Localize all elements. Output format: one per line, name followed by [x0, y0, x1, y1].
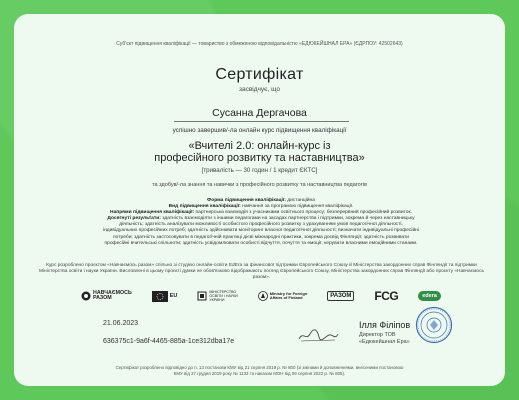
certificate-title: Сертифікат	[215, 66, 304, 83]
recipient-name: Сусанна Дергачова	[212, 107, 307, 119]
logo-l4-line1: Ministry for Foreign	[269, 290, 308, 296]
logo-l1-line2: РАЗОМ	[93, 295, 112, 301]
course-title	[14, 140, 505, 164]
signer-role-line1: Директор ТОВ	[359, 332, 396, 338]
razom-logo	[327, 291, 354, 301]
official-stamp	[415, 306, 453, 344]
acquired-skills: та здобув/-ла знання та навички з професійного розвитку та наставництва педагогів	[152, 182, 367, 188]
fcg-label: FCG	[374, 289, 399, 303]
form-value: дистанційна	[287, 198, 315, 203]
signer-name: Ілля Філіпов	[359, 320, 411, 330]
directions-value: партнерська взаємодія з учасниками освітнього процесу; безперервний професійний розвиток.	[195, 210, 412, 216]
results-row	[102, 216, 420, 246]
eu-label: EU	[169, 293, 178, 299]
navchaemos-razom-icon	[81, 291, 91, 301]
certificate-code: 636375c1-9a6f-4465-885a-1ce312dba17e	[103, 338, 235, 345]
signature-image	[297, 325, 339, 345]
results-value: здатність взаємодіяти з іншими педагогами на засадах партнерства і підтримки, зокрема й через наставницьку діяльність; здатність аналізувати можливості особистого професійного розвитку з урахуванням умов педагогічної діяльності, індивідуальних професійних потреб; здатність здійснювати моніторинг власної педагогічної діяльності; визначати індивідуальні професійні потреби; здатність застосовувати в педагогічній практиці дієві міжнародні практики, зокрема досвід Фінляндії; здатність розвивати професійні вчительські спільноти; здатність усвідомлювати особисті відчуття, почуття та емоції, керувати власними емоційними станами.	[103, 216, 419, 246]
footer-line1: Сертифікат розроблено відповідно до п. 13 постанови КМУ від 21 серпня 2019 р. № 800 (зі змінами й доповненнями, внесеними постановою	[115, 365, 404, 370]
razom-label: РАЗОМ	[330, 293, 352, 299]
eu-flag-icon	[152, 291, 168, 302]
form-label: Форма підвищення кваліфікації:	[207, 198, 286, 203]
type-value: навчання за програмою підвищення кваліфікації.	[242, 204, 354, 210]
mon-icon	[197, 291, 207, 301]
footer-line2: КМУ від 27 грудня 2019 року № 1133 та наказом МОН від 09 серпня 2022 р. № 805).	[173, 370, 346, 376]
edera-label: edera	[422, 293, 437, 299]
finland-lion-icon	[258, 291, 268, 301]
legal-footer	[54, 365, 465, 376]
certificate-details	[102, 198, 420, 247]
logo-l4-line2: Affairs of Finland	[269, 295, 303, 300]
name-underline	[174, 121, 349, 122]
signer-role-line2: «Едюкейшнал Ера»	[359, 338, 410, 345]
course-duration: [тривалість — 30 годин / 1 кредит ЄКТС]	[201, 167, 318, 174]
signer-role	[359, 332, 410, 345]
eu-logo	[152, 291, 178, 302]
type-label: Вид підвищення кваліфікації:	[168, 204, 241, 210]
issuer-text: Суб'єкт підвищення кваліфікації — товариство з обмеженою відповідальністю «ЕДЮКЕЙШНАЛ ЕРА» (ЄДРПОУ: 42502643)	[116, 41, 403, 47]
certificate-sheet	[14, 14, 505, 386]
course-title-line2: професійного розвитку та наставництва»	[154, 152, 365, 164]
course-title-line1: «Вчителі 2.0: онлайн-курс із	[188, 140, 331, 152]
completion-text: успішно завершив/-ла онлайн курс підвищення кваліфікації	[172, 127, 347, 134]
navchaemos-razom-logo	[81, 291, 132, 302]
edera-logo	[418, 291, 441, 301]
certificate-subtitle: засвідчує, що	[239, 86, 280, 93]
logo-l3-line3: УКРАЇНИ	[209, 298, 225, 302]
fcg-logo	[374, 289, 398, 303]
partner-logos	[81, 287, 441, 305]
directions-label: Напрями підвищення кваліфікації:	[110, 210, 195, 216]
logo-l1-line1: НАВЧАЄМОСЬ	[93, 289, 132, 296]
finland-mfa-logo	[258, 291, 308, 301]
project-disclaimer: Курс розроблено проєктом «Навчаємось разом» спільно зі студією онлайн-освіти EdEra за фінансової підтримки Європейського Союзу й Міністерства закордонних справ Фінляндії та підтримки Міністерства освіти і науки України. Висловлені в цьому проєкті думки не обов'язково відображають погляд Європейського Союзу, Міністерства закордонних справ Фінляндії або проєкту «Навчаємось разом».	[39, 263, 484, 280]
logo-l3-line2: ОСВІТИ І НАУКИ	[209, 294, 238, 298]
mon-logo	[197, 290, 237, 302]
results-label: Досягнуті результати:	[107, 216, 161, 222]
logo-l3-line1: МІНІСТЕРСТВО	[209, 290, 237, 294]
issue-date: 21.06.2023	[103, 320, 139, 327]
